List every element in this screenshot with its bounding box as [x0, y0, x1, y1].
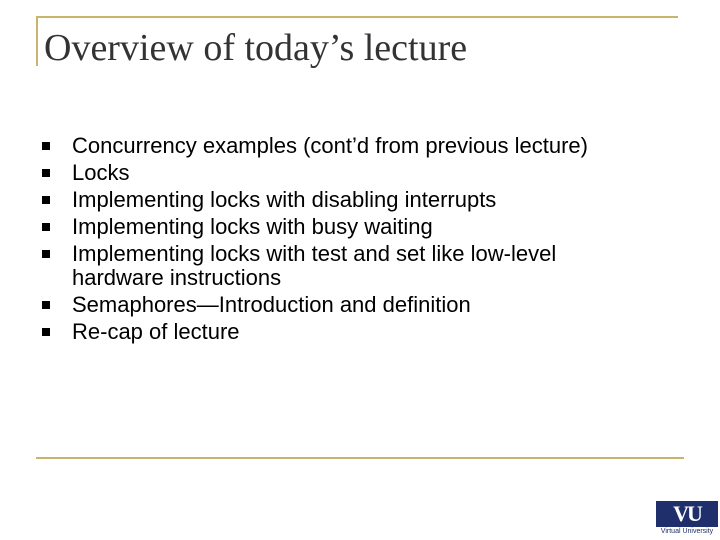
- bullet-item: [0, 242, 632, 290]
- bullet-text: Implementing locks with busy waiting: [72, 214, 433, 239]
- bullet-text: Re-cap of lecture: [72, 319, 240, 344]
- bullet-text: Implementing locks with disabling interrupts: [72, 187, 497, 212]
- bullet-item: [0, 188, 632, 212]
- square-bullet-icon: [42, 169, 50, 177]
- square-bullet-icon: [42, 301, 50, 309]
- bullet-text: Semaphores—Introduction and definition: [72, 292, 471, 317]
- bullet-text: Concurrency examples (cont’d from previous lecture): [72, 133, 588, 158]
- bullet-item: [0, 134, 632, 158]
- square-bullet-icon: [42, 328, 50, 336]
- square-bullet-icon: [42, 142, 50, 150]
- vu-logo: [656, 501, 718, 537]
- left-rule: [36, 16, 38, 66]
- bullet-text: Locks: [72, 160, 130, 185]
- square-bullet-icon: [42, 196, 50, 204]
- vu-logo-subtitle: Virtual University: [660, 528, 714, 535]
- bullet-item: [0, 215, 632, 239]
- bullet-item: [0, 161, 632, 185]
- square-bullet-icon: [42, 250, 50, 258]
- bullet-item: [0, 320, 632, 344]
- bottom-rule: [36, 457, 684, 459]
- bullet-item: [0, 293, 632, 317]
- square-bullet-icon: [42, 223, 50, 231]
- bullet-list: [0, 134, 632, 347]
- vu-logo-mark: VU: [656, 501, 718, 527]
- slide-title: Overview of today’s lecture: [44, 27, 468, 69]
- top-rule: [36, 16, 678, 18]
- bullet-text: Implementing locks with test and set like low-level hardware instructions: [72, 241, 557, 290]
